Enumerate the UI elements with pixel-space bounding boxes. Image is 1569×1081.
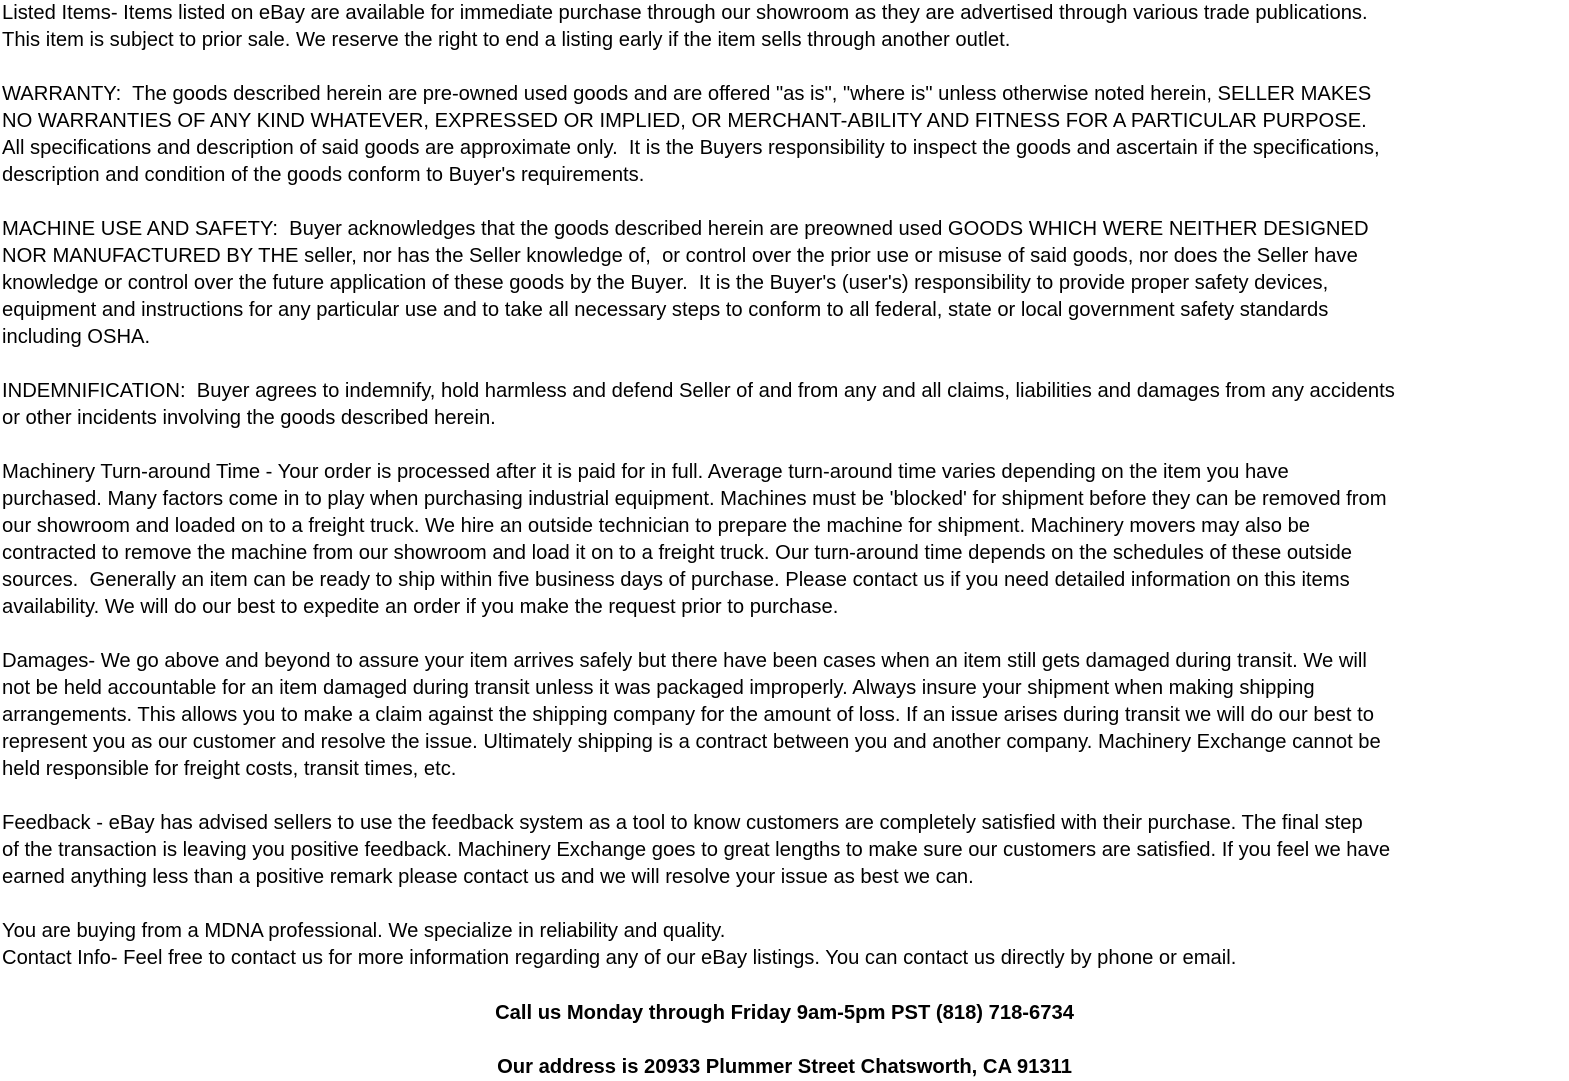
contact-info-line: Contact Info- Feel free to contact us for more information regarding any of our eBay listings. You can contact us directly by phone or email. xyxy=(2,947,1237,969)
section-line: purchased. Many factors come in to play when purchasing industrial equipment. Machines must be 'blocked' for shipment before they can be removed from xyxy=(2,488,1387,510)
section-line: including OSHA. xyxy=(2,326,151,348)
section-line: not be held accountable for an item damaged during transit unless it was packaged improperly. Always insure your shipment when making shipping xyxy=(2,677,1315,699)
address-block xyxy=(0,1054,1569,1081)
closing-statement xyxy=(2,918,1567,972)
section-line: sources. Generally an item can be ready to ship within five business days of purchase. Please contact us if you need detailed information on this items xyxy=(2,569,1350,591)
phone-line: Call us Monday through Friday 9am-5pm PST (818) 718-6734 xyxy=(495,1002,1074,1024)
section-line: arrangements. This allows you to make a claim against the shipping company for the amount of loss. If an issue arises during transit we will do our best to xyxy=(2,704,1374,726)
section-line: NO WARRANTIES OF ANY KIND WHATEVER, EXPRESSED OR IMPLIED, OR MERCHANT-ABILITY AND FITNESS FOR A PARTICULAR PURPOSE. xyxy=(2,110,1367,132)
section-line: represent you as our customer and resolve the issue. Ultimately shipping is a contract between you and another company. Machinery Exchange cannot be xyxy=(2,731,1381,753)
section-heading: MACHINE USE AND SAFETY: xyxy=(2,218,278,240)
section-heading: WARRANTY: xyxy=(2,83,122,105)
section-line: availability. We will do our best to expedite an order if you make the request prior to purchase. xyxy=(2,596,839,618)
section-line: earned anything less than a positive remark please contact us and we will resolve your issue as best we can. xyxy=(2,866,974,888)
section-heading: Damages xyxy=(2,650,89,672)
section-heading: Machinery Turn-around Time xyxy=(2,461,261,483)
section-machine-use-safety xyxy=(2,216,1567,351)
section-line: description and condition of the goods conform to Buyer's requirements. xyxy=(2,164,645,186)
section-line: Listed Items- Items listed on eBay are available for immediate purchase through our showroom as they are advertised through various trade publications. xyxy=(2,2,1368,24)
section-listed-items xyxy=(2,0,1567,54)
section-line: or other incidents involving the goods described herein. xyxy=(2,407,496,429)
section-line: INDEMNIFICATION: Buyer agrees to indemnify, hold harmless and defend Seller of and from any and all claims, liabilities and damages from any accidents xyxy=(2,380,1395,402)
closing-line: You are buying from a MDNA professional. We specialize in reliability and quality. xyxy=(2,920,726,942)
section-heading: Listed Items- xyxy=(2,2,118,24)
section-line: All specifications and description of said goods are approximate only. It is the Buyers responsibility to inspect the goods and ascertain if the specifications, xyxy=(2,137,1380,159)
section-heading: Feedback xyxy=(2,812,91,834)
section-heading: INDEMNIFICATION: xyxy=(2,380,186,402)
terms-document xyxy=(2,0,1567,972)
section-line: our showroom and loaded on to a freight truck. We hire an outside technician to prepare the machine for shipment. Machinery movers may also be xyxy=(2,515,1311,537)
section-line: NOR MANUFACTURED BY THE seller, nor has the Seller knowledge of, or control over the prior use or misuse of said goods, nor does the Seller have xyxy=(2,245,1358,267)
section-line: MACHINE USE AND SAFETY: Buyer acknowledges that the goods described herein are preowned used GOODS WHICH WERE NEITHER DESIGNED xyxy=(2,218,1369,240)
section-line: Damages- We go above and beyond to assure your item arrives safely but there have been cases when an item still gets damaged during transit. We will xyxy=(2,650,1367,672)
section-indemnification xyxy=(2,378,1567,432)
section-line: This item is subject to prior sale. We reserve the right to end a listing early if the item sells through another outlet. xyxy=(2,29,1011,51)
section-turnaround-time xyxy=(2,459,1567,621)
section-line: of the transaction is leaving you positive feedback. Machinery Exchange goes to great lengths to make sure our customers are satisfied. If you feel we have xyxy=(2,839,1391,861)
section-line: WARRANTY: The goods described herein are pre-owned used goods and are offered "as is", "where is" unless otherwise noted herein, SELLER MAKES xyxy=(2,83,1372,105)
section-line: knowledge or control over the future application of these goods by the Buyer. It is the Buyer's (user's) responsibility to provide proper safety devices, xyxy=(2,272,1329,294)
address-line: Our address is 20933 Plummer Street Chatsworth, CA 91311 xyxy=(497,1056,1072,1078)
contact-block xyxy=(0,1000,1569,1027)
section-line: Machinery Turn-around Time - Your order is processed after it is paid for in full. Average turn-around time varies depending on the item you have xyxy=(2,461,1289,483)
section-damages xyxy=(2,648,1567,783)
section-line: contracted to remove the machine from our showroom and load it on to a freight truck. Our turn-around time depends on the schedules of these outside xyxy=(2,542,1352,564)
section-feedback xyxy=(2,810,1567,891)
section-line: equipment and instructions for any particular use and to take all necessary steps to conform to all federal, state or local government safety standards xyxy=(2,299,1329,321)
section-line: Feedback - eBay has advised sellers to use the feedback system as a tool to know customers are completely satisfied with their purchase. The final step xyxy=(2,812,1363,834)
section-warranty xyxy=(2,81,1567,189)
section-line: held responsible for freight costs, transit times, etc. xyxy=(2,758,457,780)
